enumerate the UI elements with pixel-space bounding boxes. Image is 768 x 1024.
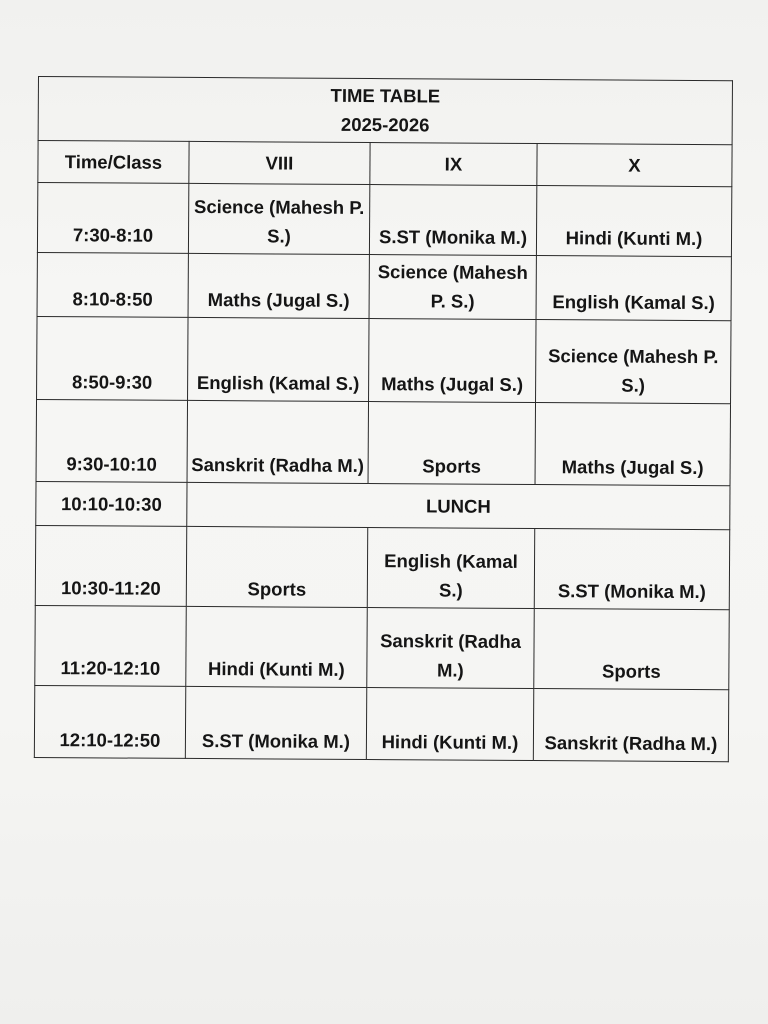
cell-ix: Hindi (Kunti M.) (366, 688, 533, 761)
table-row (36, 399, 730, 485)
cell-viii: Sanskrit (Radha M.) (187, 400, 368, 483)
cell-viii: S.ST (Monika M.) (185, 686, 366, 759)
timetable-title: TIME TABLE (330, 84, 441, 107)
timetable (34, 76, 733, 762)
header-time-class: Time/Class (38, 141, 189, 184)
title-cell (38, 77, 732, 145)
table-row (34, 685, 728, 761)
lunch-cell: LUNCH (187, 482, 730, 529)
cell-viii: Sports (186, 526, 367, 607)
cell-viii: Hindi (Kunti M.) (186, 606, 367, 687)
period-time: 10:30-11:20 (35, 525, 186, 606)
cell-x: Maths (Jugal S.) (535, 403, 730, 486)
period-time: 7:30-8:10 (37, 183, 188, 254)
table-row (37, 316, 731, 403)
header-class-ix: IX (370, 143, 537, 186)
cell-ix: Science (Mahesh P. S.) (369, 255, 536, 320)
cell-ix: English (Kamal S.) (367, 528, 534, 609)
lunch-row (36, 481, 730, 529)
title-row (38, 77, 732, 145)
cell-ix: S.ST (Monika M.) (369, 185, 536, 256)
session-year: 2025-2026 (340, 113, 430, 136)
table-row (37, 252, 731, 320)
cell-ix: Maths (Jugal S.) (369, 319, 537, 403)
cell-viii: Maths (Jugal S.) (188, 253, 369, 318)
table-row (37, 183, 731, 257)
cell-x: Sports (534, 609, 729, 690)
cell-x: Hindi (Kunti M.) (536, 186, 731, 257)
period-time: 8:50-9:30 (37, 316, 189, 400)
period-time: 8:10-8:50 (37, 252, 188, 317)
cell-x: Science (Mahesh P. S.) (536, 320, 732, 404)
table-row (35, 525, 729, 609)
period-time: 11:20-12:10 (35, 605, 186, 686)
period-time: 12:10-12:50 (34, 685, 185, 758)
period-time: 9:30-10:10 (36, 399, 187, 482)
cell-x: Sanskrit (Radha M.) (533, 689, 728, 762)
table-row (35, 605, 729, 689)
cell-x: English (Kamal S.) (536, 256, 731, 321)
cell-ix: Sports (368, 402, 535, 485)
cell-ix: Sanskrit (Radha M.) (367, 608, 534, 689)
header-row (38, 141, 732, 187)
cell-viii: Science (Mahesh P. S.) (188, 183, 369, 254)
header-class-viii: VIII (189, 141, 370, 184)
cell-x: S.ST (Monika M.) (534, 529, 729, 610)
header-class-x: X (537, 144, 732, 187)
cell-viii: English (Kamal S.) (188, 317, 370, 401)
period-time: 10:10-10:30 (36, 481, 187, 526)
timetable-sheet (34, 76, 732, 762)
